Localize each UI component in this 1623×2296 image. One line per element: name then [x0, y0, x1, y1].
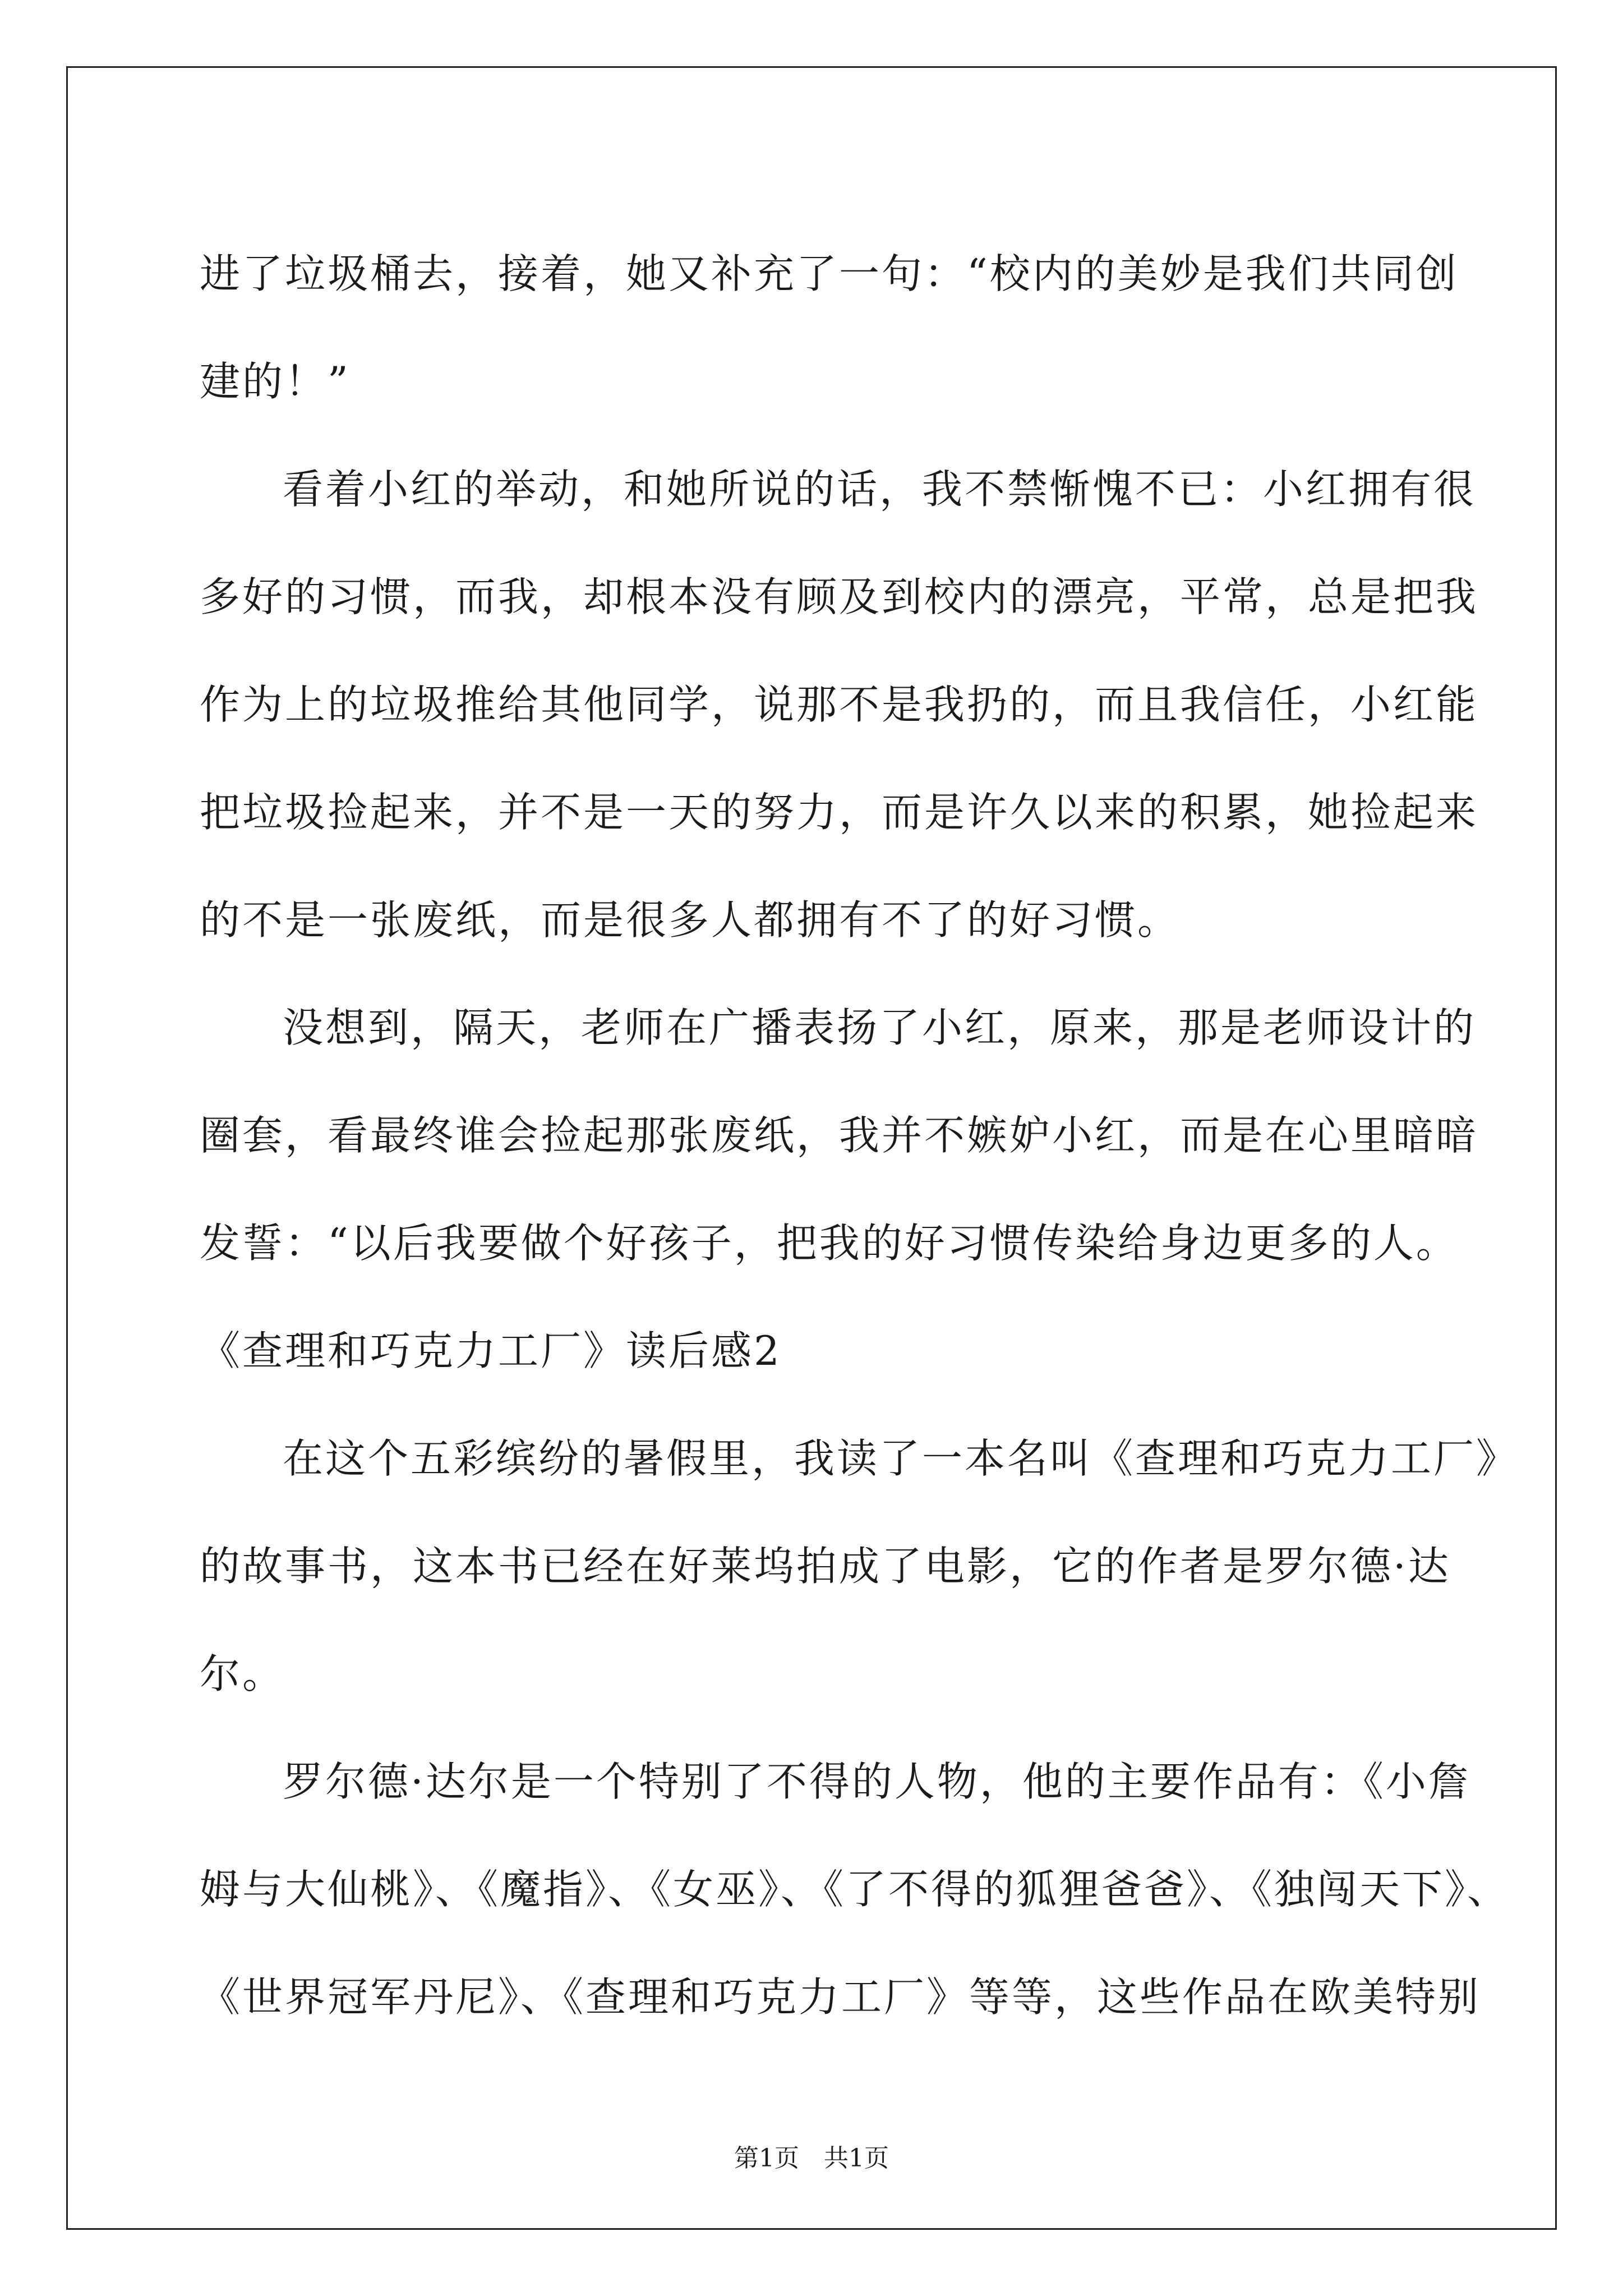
text-line: 把垃圾捡起来，并不是一天的努力，而是许久以来的积累，她捡起来 [200, 789, 1479, 836]
text-line: 建的！” [200, 358, 351, 405]
text-line: 多好的习惯，而我，却根本没有顾及到校内的漂亮，平常，总是把我 [200, 573, 1479, 620]
text-line: 看着小红的举动，和她所说的话，我不禁惭愧不已：小红拥有很 [283, 466, 1477, 513]
paragraph [200, 1405, 1519, 1728]
text-line: 《世界冠军丹尼》、《查理和巧克力工厂》等等，这些作品在欧美特别 [200, 1973, 1481, 2021]
text-line: 的故事书，这本书已经在好莱坞拍成了电影，它的作者是罗尔德·达 [200, 1543, 1451, 1590]
text-line: 没想到，隔天，老师在广播表扬了小红，原来，那是老师设计的 [283, 1004, 1477, 1051]
paragraph [200, 1728, 1510, 2051]
text-line: 的不是一张废纸，而是很多人都拥有不了的好习惯。 [200, 896, 1181, 944]
page-footer [0, 2142, 1623, 2175]
paragraph [200, 220, 1459, 435]
paragraph [200, 974, 1479, 1297]
paragraph [200, 435, 1479, 974]
text-line: 圈套，看最终谁会捡起那张废纸，我并不嫉妒小红，而是在心里暗暗 [200, 1112, 1479, 1159]
section-heading [200, 1297, 1433, 1405]
document-body [200, 220, 1519, 2051]
text-line: 作为上的垃圾推给其他同学，说那不是我扔的，而且我信任，小红能 [200, 681, 1479, 728]
text-line: 罗尔德·达尔是一个特别了不得的人物，他的主要作品有：《小詹 [283, 1758, 1471, 1805]
text-line: 尔。 [200, 1650, 285, 1697]
text-line: 进了垃圾桶去，接着，她又补充了一句：“校内的美妙是我们共同创 [200, 250, 1459, 297]
text-line: 姆与大仙桃》、《魔指》、《女巫》、《了不得的狐狸爸爸》、《独闯天下》、 [200, 1866, 1510, 1913]
text-line: 发誓：“以后我要做个好孩子，把我的好习惯传染给身边更多的人。 [200, 1220, 1459, 1267]
text-line: 在这个五彩缤纷的暑假里，我读了一本名叫《查理和巧克力工厂》 [283, 1435, 1519, 1482]
heading-text: 《查理和巧克力工厂》读后感2 [200, 1327, 782, 1374]
page-number: 第1页 共1页 [734, 2144, 889, 2173]
